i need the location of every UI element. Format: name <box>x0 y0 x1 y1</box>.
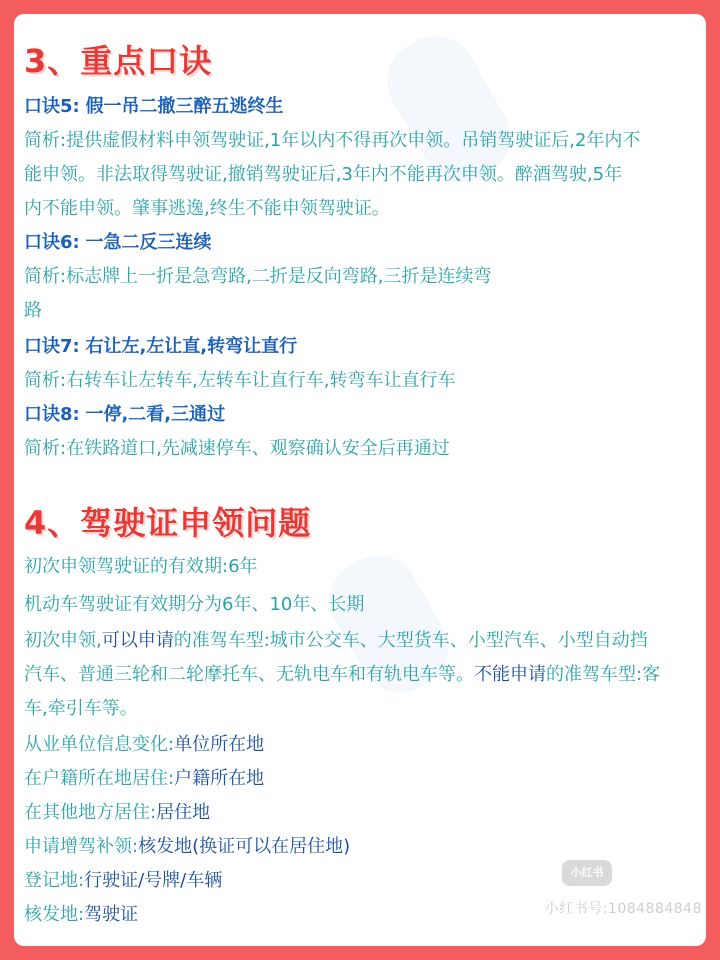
cannot-apply-highlight: 不能申请 <box>474 664 546 685</box>
mnemonic-8 <box>24 398 696 432</box>
content-card <box>14 14 706 946</box>
info-row <box>24 830 696 864</box>
first-apply-allowed-cont: 汽车、普通三轮和二轮摩托车、无轨电车和有轨电车等。 <box>24 664 474 685</box>
info-row-value: 户籍所在地 <box>174 768 265 789</box>
mnemonic-5-label: 口诀5: <box>24 96 80 117</box>
info-row-value: 核发地(换证可以在居住地) <box>138 836 351 857</box>
info-row-label: 登记地: <box>24 870 85 891</box>
mnemonic-6-label: 口诀6: <box>24 232 80 253</box>
analysis-5-line-2: 能申领。非法取得驾驶证,撤销驾驶证后,3年内不能再次申领。醉酒驾驶,5年 <box>24 164 623 185</box>
first-apply-disallowed: 的准驾车型:客 <box>546 664 661 685</box>
xiaohongshu-logo-badge: 小红书 <box>562 860 612 886</box>
info-row-label: 从业单位信息变化: <box>24 734 175 755</box>
analysis-8-line-1: 简析:在铁路道口,先减速停车、观察确认安全后再通过 <box>24 438 450 459</box>
analysis-5-line-3: 内不能申领。肇事逃逸,终生不能申领驾驶证。 <box>24 198 390 219</box>
first-apply-allowed: 的准驾车型:城市公交车、大型货车、小型汽车、小型自动挡 <box>173 630 648 651</box>
section-4-heading: 4、驾驶证申领问题 <box>24 504 312 542</box>
mnemonic-8-text: 一停,二看,三通过 <box>85 404 226 425</box>
info-row-label: 在其他地方居住: <box>24 802 157 823</box>
first-apply-line-3: 车,牵引车等。 <box>24 698 138 719</box>
analysis-6-line-2: 路 <box>24 300 42 321</box>
mnemonic-6 <box>24 226 696 260</box>
first-apply-prefix: 初次申领, <box>24 630 102 651</box>
mnemonic-5 <box>24 90 696 124</box>
info-row-value: 单位所在地 <box>174 734 265 755</box>
mnemonic-7-text: 右让左,左让直,转弯让直行 <box>85 336 298 357</box>
account-id-watermark: 小红书号:1084884848 <box>544 901 702 917</box>
info-row <box>24 728 696 762</box>
analysis-5-line-1: 简析:提供虚假材料申领驾驶证,1年以内不得再次申领。吊销驾驶证后,2年内不 <box>24 130 641 151</box>
info-row-label: 在户籍所在地居住: <box>24 768 175 789</box>
mnemonic-7-label: 口诀7: <box>24 336 80 357</box>
info-row-value: 驾驶证 <box>84 904 139 925</box>
analysis-7-line-1: 简析:右转车让左转车,左转车让直行车,转弯车让直行车 <box>24 370 456 391</box>
info-row-label: 核发地: <box>24 904 85 925</box>
info-row-value: 居住地 <box>156 802 211 823</box>
first-apply-line-2 <box>24 658 696 692</box>
mnemonic-8-label: 口诀8: <box>24 404 80 425</box>
info-row <box>24 796 696 830</box>
mnemonic-5-text: 假一吊二撤三醉五逃终生 <box>85 96 284 117</box>
info-row-label: 申请增驾补领: <box>24 836 139 857</box>
can-apply-highlight: 可以申请 <box>101 630 174 651</box>
mnemonic-7 <box>24 330 696 364</box>
validity-text: 初次申领驾驶证的有效期:6年 <box>24 556 258 577</box>
info-row <box>24 762 696 796</box>
first-apply-line-1 <box>24 624 696 658</box>
analysis-6-line-1: 简析:标志牌上一折是急弯路,二折是反向弯路,三折是连续弯 <box>24 266 492 287</box>
validity-periods: 机动车驾驶证有效期分为6年、10年、长期 <box>24 594 365 615</box>
mnemonic-6-text: 一急二反三连续 <box>85 232 212 253</box>
section-3-heading: 3、重点口诀 <box>24 42 213 80</box>
info-row-value: 行驶证/号牌/车辆 <box>84 870 223 891</box>
